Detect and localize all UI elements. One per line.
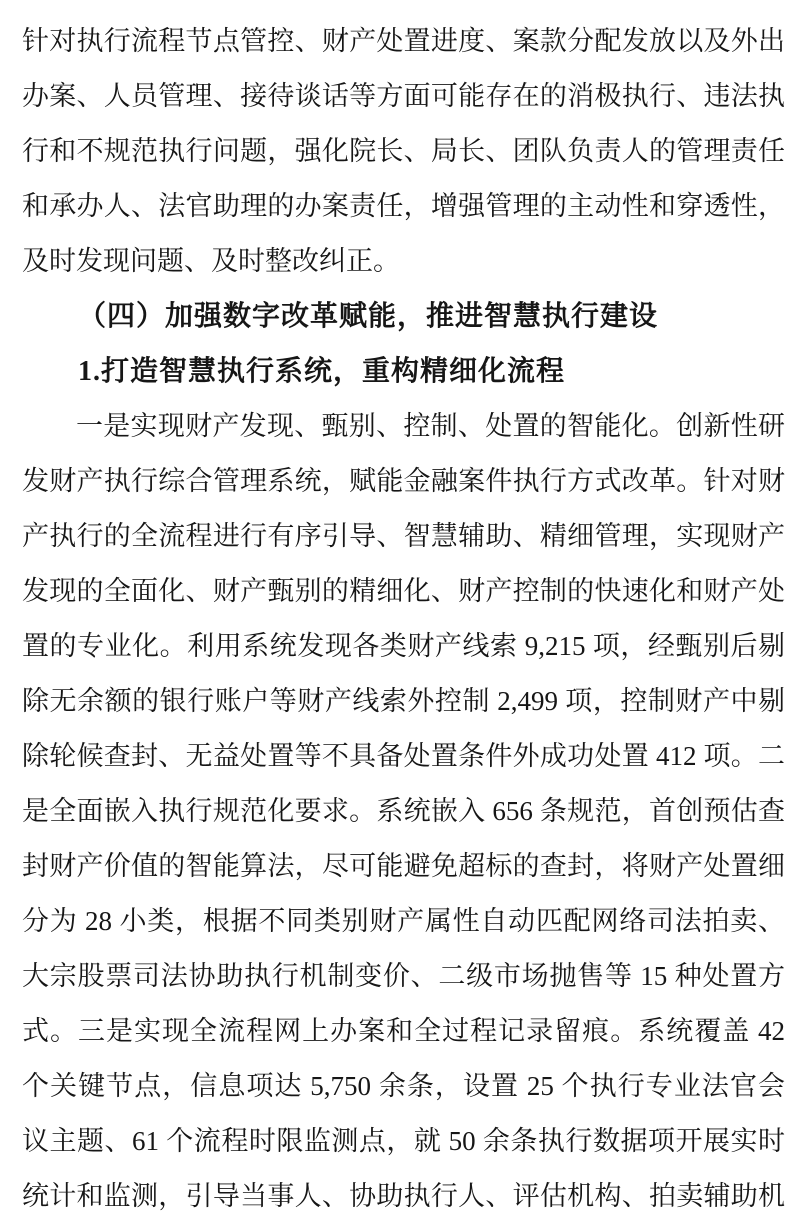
text-line: 及时发现问题、及时整改纠正。: [22, 246, 400, 276]
document-body: [22, 14, 785, 1224]
text-line: 是全面嵌入执行规范化要求。系统嵌入 656 条规范，首创预估查: [22, 796, 785, 826]
text-line: 分为 28 小类，根据不同类别财产属性自动匹配网络司法拍卖、: [22, 906, 785, 936]
text-line: 统计和监测，引导当事人、协助执行人、评估机构、拍卖辅助机: [22, 1181, 785, 1211]
text-line: 除轮候查封、无益处置等不具备处置条件外成功处置 412 项。二: [22, 741, 785, 771]
text-line: 大宗股票司法协助执行机制变价、二级市场抛售等 15 种处置方: [22, 961, 785, 991]
text-line: 封财产价值的智能算法，尽可能避免超标的查封，将财产处置细: [22, 851, 785, 881]
text-line: 和承办人、法官助理的办案责任，增强管理的主动性和穿透性，: [22, 191, 785, 221]
text-line: 发财产执行综合管理系统，赋能金融案件执行方式改革。针对财: [22, 466, 785, 496]
heading-level-3: 1.打造智慧执行系统，重构精细化流程: [78, 356, 566, 387]
text-line: 个关键节点，信息项达 5,750 余条，设置 25 个执行专业法官会: [22, 1071, 785, 1101]
text-line: 发现的全面化、财产甄别的精细化、财产控制的快速化和财产处: [22, 576, 785, 606]
text-line: 针对执行流程节点管控、财产处置进度、案款分配发放以及外出: [22, 26, 785, 56]
text-line: 议主题、61 个流程时限监测点，就 50 余条执行数据项开展实时: [22, 1126, 785, 1156]
text-line: 行和不规范执行问题，强化院长、局长、团队负责人的管理责任: [22, 136, 785, 166]
text-line: 一是实现财产发现、甄别、控制、处置的智能化。创新性研: [76, 411, 785, 441]
text-line: 置的专业化。利用系统发现各类财产线索 9,215 项，经甄别后剔: [22, 631, 785, 661]
text-line: 式。三是实现全流程网上办案和全过程记录留痕。系统覆盖 42: [22, 1016, 785, 1046]
text-line: 产执行的全流程进行有序引导、智慧辅助、精细管理，实现财产: [22, 521, 785, 551]
heading-level-2: （四）加强数字改革赋能，推进智慧执行建设: [78, 301, 659, 332]
text-line: 办案、人员管理、接待谈话等方面可能存在的消极执行、违法执: [22, 81, 785, 111]
text-line: 除无余额的银行账户等财产线索外控制 2,499 项，控制财产中剔: [22, 686, 785, 716]
